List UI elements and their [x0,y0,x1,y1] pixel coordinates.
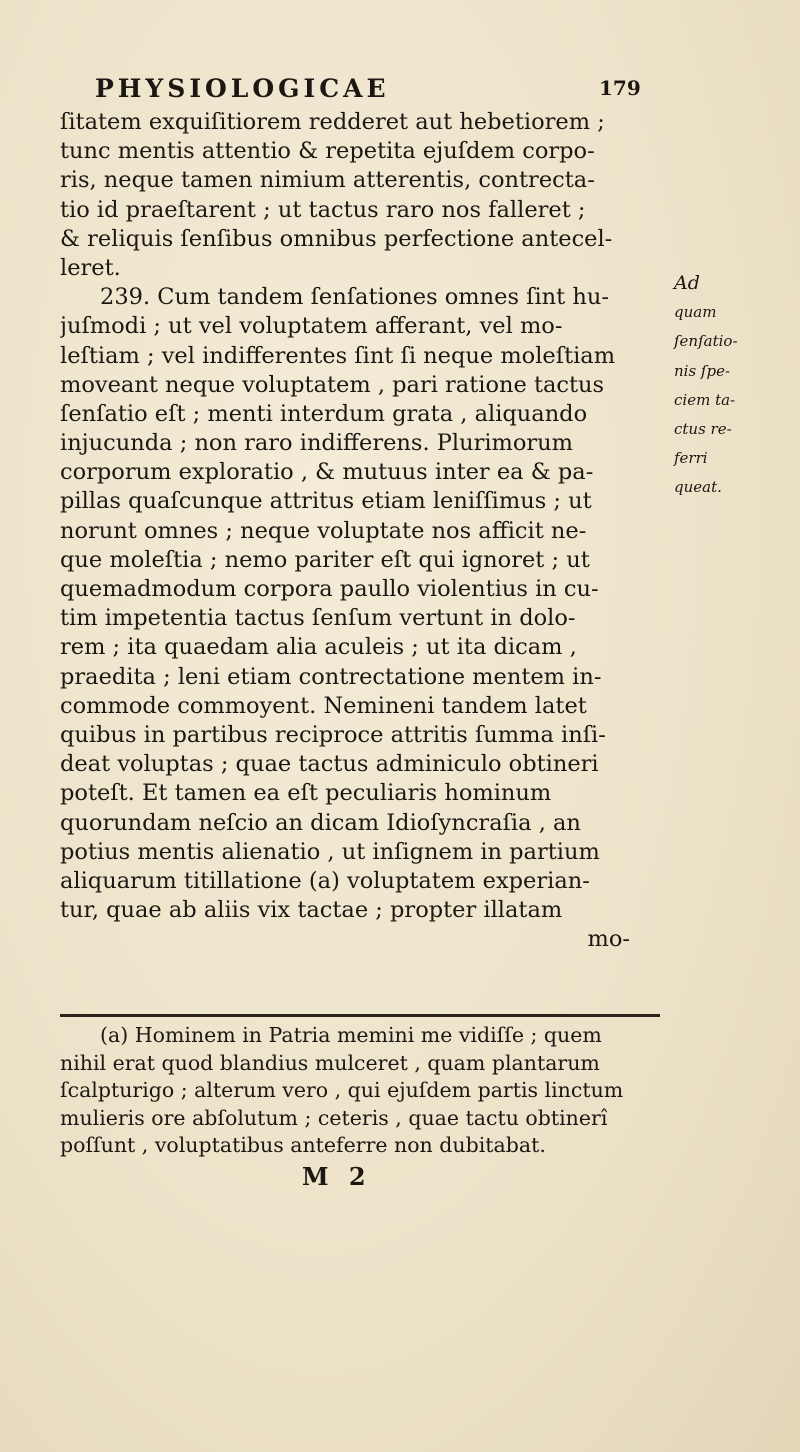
catchword: mo- [587,926,630,953]
text-line: tio id praeſtarent ; ut tactus raro nos falleret ; [60,196,586,223]
text-line: poteſt. Et tamen ea eſt peculiaris hominum [60,780,552,807]
text-line: tim impetentia tactus ſenſum vertunt in dolo- [60,605,576,632]
text-line: leret. [60,254,121,281]
text-line: quemadmodum corpora paullo violentius in cu- [60,576,599,602]
text-line: juſmodi ; ut vel voluptatem afferant, vel mo- [60,313,563,340]
marginal-note-line: ferri [674,449,708,468]
text-line: & reliquis ſenſibus omnibus perfectione antecel- [60,225,613,252]
text-line: norunt omnes ; neque voluptate nos afficit ne- [60,517,587,544]
text-line: commode commoyent. Nemineni tandem latet [60,692,587,719]
text-line: moveant neque voluptatem , pari ratione tactus [60,371,605,398]
text-line: tunc mentis attentio & repetita ejuſdem corpo- [60,138,595,165]
paragraph-start-line: 239. Cum tandem ſenſationes omnes ſint hu- [100,284,609,311]
text-line: injucunda ; non raro indifferens. Plurimorum [60,430,573,457]
signature-mark: M 2 [302,1162,372,1191]
page-number: 179 [599,76,641,100]
text-line: pillas quaſcunque attritus etiam leniſſimus ; ut [60,488,592,515]
main-text [60,108,670,954]
text-line: quibus in partibus reciproce attritis ſumma inſi- [60,721,606,748]
marginal-note-line: ctus re- [674,419,732,438]
text-line: praedita ; leni etiam contrectatione mentem in- [60,663,602,690]
footnote-divider [60,1014,660,1017]
marginal-note-line: ciem ta- [674,390,736,409]
footnotes [60,1022,670,1160]
text-line: deat voluptas ; quae tactus adminiculo obtineri [60,751,599,778]
marginal-note-line: queat. [674,478,722,497]
running-title: PHYSIOLOGICAE [95,74,390,103]
footnote-line: mulieris ore abſolutum ; ceteris , quae tactu obtinerî [60,1105,608,1130]
marginal-note-line: nis ſpe- [674,361,731,380]
text-line: leſtiam ; vel indifferentes ſint ſi neque moleſtiam [60,342,616,369]
text-line: aliquarum titillatione (a) voluptatem experian- [60,867,590,894]
marginal-note-line: ſenſatio- [674,332,738,351]
text-line: ſitatem exquiſitiorem redderet aut hebetiorem ; [60,109,605,135]
footnote-line: nihil erat quod blandius mulceret , quam plantarum [60,1050,600,1075]
text-line: rem ; ita quaedam alia aculeis ; ut ita dicam , [60,634,577,661]
text-line: ſenſatio eſt ; menti interdum grata , aliquando [60,400,588,427]
text-line: corporum exploratio , & mutuus inter ea & pa- [60,459,594,486]
marginal-note-line: quam [674,303,717,322]
text-line: ris, neque tamen nimium atterentis, contrecta- [60,167,595,194]
footnote-line: poſſunt , voluptatibus anteferre non dubitabat. [60,1133,546,1157]
running-header [95,74,655,103]
text-line: que moleſtia ; nemo pariter eſt qui ignoret ; ut [60,546,590,573]
footnote-line: ſcalpturigo ; alterum vero , qui ejuſdem partis linctum [60,1078,624,1102]
marginal-note [674,269,784,503]
text-line: quorundam neſcio an dicam Idioſyncraſia , an [60,809,581,836]
marginal-note-line: Ad [674,272,700,294]
text-line: tur, quae ab aliis vix tactae ; propter illatam [60,897,563,924]
footnote-line: (a) Hominem in Patria memini me vidiſſe ; quem [100,1023,602,1047]
text-line: potius mentis alienatio , ut inſignem in partium [60,838,600,865]
